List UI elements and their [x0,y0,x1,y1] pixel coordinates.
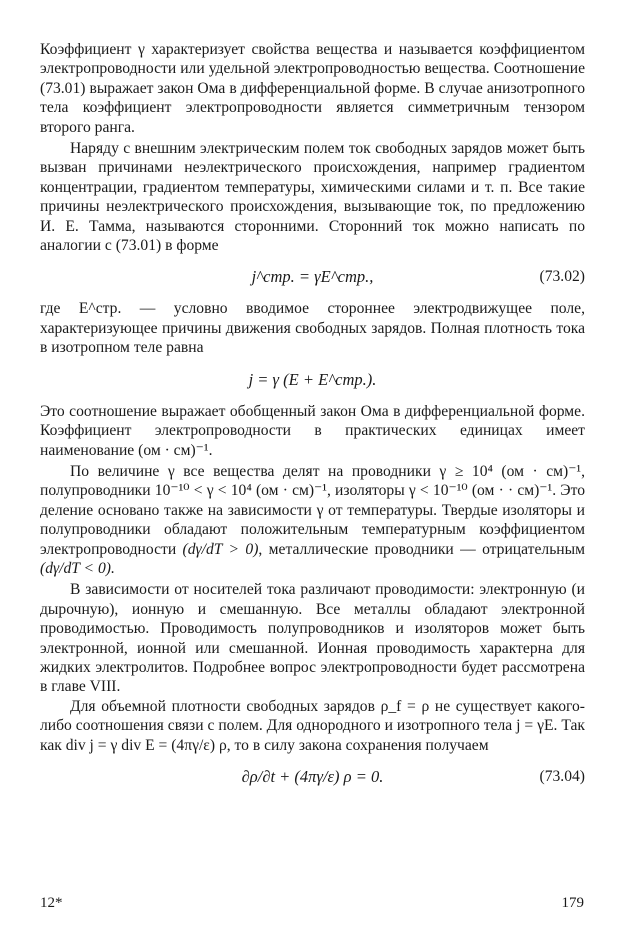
paragraph-3: где E^стр. — условно вводимое стороннее электродвижущее поле, характеризующее причины движения свободных зарядов. Полная плотность тока в изотропном теле равна [40,300,585,357]
equation-73-04-label: (73.04) [539,768,585,785]
paragraph-5 [40,462,585,578]
paragraph-1: Коэффициент γ характеризует свойства вещества и называется коэффициентом электропроводности или удельной электропроводностью вещества. Соотношение (73.01) выражает закон Ома в дифференциальной форме. В случае анизотропного тела коэффициент электропроводности является симметричным тензором второго ранга. [40,41,585,136]
paragraph-2: Наряду с внешним электрическим полем ток свободных зарядов может быть вызван причинами неэлектрического происхождения, например градиентом концентрации, градиентом температуры, химическими силами и т. п. Все такие причины неэлектрического происхождения, вызывающие ток, по предложению И. Е. Тамма, называются сторонними. Сторонний ток можно написать по аналогии с (73.01) в форме [40,140,585,255]
equation-73-04-body: ∂ρ/∂t + (4πγ/ε) ρ = 0. [241,767,384,786]
paragraph-7 [40,697,585,755]
equation-73-02-body: j^стр. = γE^стр., [251,267,374,287]
equation-73-02 [40,255,585,299]
paragraph-6: В зависимости от носителей тока различают проводимости: электронную (и дырочную), ионную и смешанную. Все металлы обладают электронной проводимостью. Проводимость полупроводников и изоляторов может быть электронной, ионной или смешанной. Ионная проводимость характерна для жидких электролитов. Подробнее вопрос электропроводности будет рассмотрена в главе VIII. [40,581,585,696]
paragraph-7-text-b: j = γE. Так как div j = γ div E = (4πγ/ε) ρ, то в силу закона сохранения получаем [40,717,585,754]
equation-73-02-label: (73.02) [539,268,585,286]
equation-total-current-body: j = γ (E + E^стр.). [248,369,377,389]
condition-positive: (dγ/dT > 0) [182,540,259,558]
signature-mark: 12* [40,895,63,911]
paragraph-7-text-a: Для объемной плотности свободных зарядов ρ_f = ρ не существует какого-либо соотношения связи с полем. Для однородного и изотропного тела [40,697,585,735]
page-number: 179 [561,895,584,911]
equation-73-04 [40,755,585,799]
equation-total-current [40,358,585,402]
condition-negative: (dγ/dT < 0). [40,559,115,577]
page-footer [40,895,584,912]
paragraph-4: Это соотношение выражает обобщенный закон Ома в дифференциальной форме. Коэффициент электропроводности в практических единицах имеет наименование (ом · см)⁻¹. [40,402,585,459]
paragraph-5-text-b: , металлические проводники — отрицательным [258,540,585,558]
paragraph-5-text-a: По величине γ все вещества делят на проводники γ ≥ 10⁴ (ом · см)⁻¹, полупроводники 10⁻¹⁰ < γ < 10⁴ (ом · см)⁻¹, изоляторы γ < 10⁻¹⁰ (ом · · см)⁻¹. Это деление основано также на зависимости γ от температуры. Твердые изоляторы и полупроводники обладают положительным температурным коэффициентом электропроводности [40,462,585,558]
page-body [40,40,585,799]
